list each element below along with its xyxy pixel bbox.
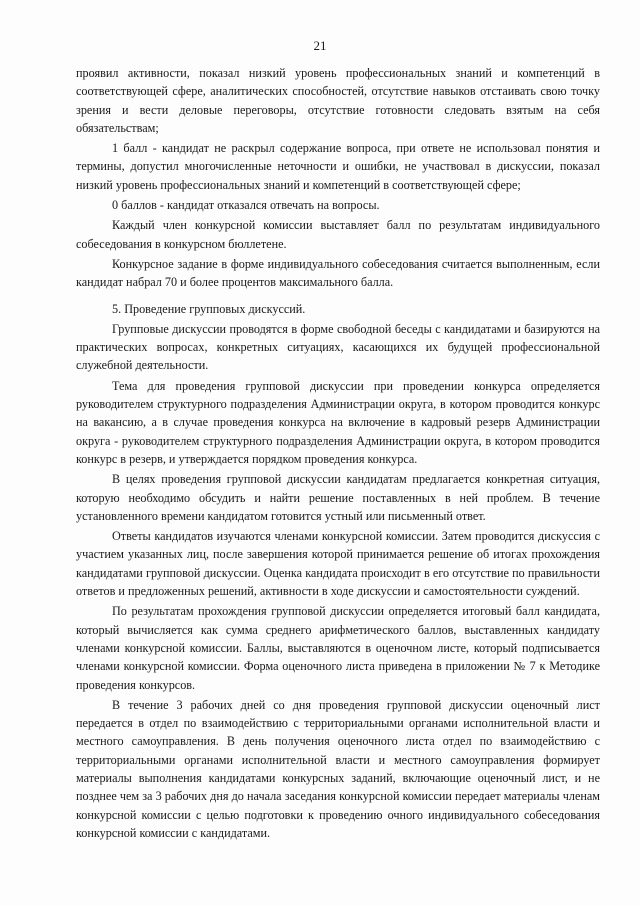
paragraph: проявил активности, показал низкий уровень профессиональных знаний и компетенций в соответствующей сфере, аналитических способностей, отсутствие навыков отстаивать свою точку зрения и вести деловые переговоры, отсутствие готовности следовать взятым на себя обязательствам; bbox=[76, 66, 600, 135]
paragraph: По результатам прохождения групповой дискуссии определяется итоговый балл кандидата, который вычисляется как сумма среднего арифметического баллов, выставленных кандидату членами конкурсной комиссии. Баллы, выставляются в оценочном листе, который подписывается членами конкурсной комиссии. Форма оценочного листа приведена в приложении № 7 к Методике проведения конкурсов. bbox=[76, 604, 600, 692]
paragraph: Групповые дискуссии проводятся в форме свободной беседы с кандидатами и базируются на практических вопросах, конкретных ситуациях, касающихся их будущей профессиональной служебной деятельности. bbox=[76, 321, 600, 373]
section-heading: 5. Проведение групповых дискуссий. bbox=[112, 301, 306, 316]
page-number: 21 bbox=[313, 38, 327, 53]
document-body bbox=[76, 64, 600, 844]
paragraph: В целях проведения групповой дискуссии кандидатам предлагается конкретная ситуация, которую необходимо обсудить и найти решение поставленных в ней проблем. В течение установленного времени кандидатом готовится устный или письменный ответ. bbox=[76, 472, 600, 523]
paragraph: Каждый член конкурсной комиссии выставляет балл по результатам индивидуального собеседования в конкурсном бюллетене. bbox=[76, 218, 600, 251]
paragraph: Ответы кандидатов изучаются членами конкурсной комиссии. Затем проводится дискуссия с участием указанных лиц, после завершения которой принимается решение об итогах прохождения кандидатами групповой дискуссии. Оценка кандидата происходит в его отсутствие по правильности ответов и предложенных решений, активности в ходе дискуссии и самостоятельности суждений. bbox=[76, 529, 600, 599]
paragraph: Конкурсное задание в форме индивидуального собеседования считается выполненным, если кандидат набрал 70 и более процентов максимального балла. bbox=[76, 256, 600, 290]
paragraph: В течение 3 рабочих дней со дня проведения групповой дискуссии оценочный лист передается в отдел по взаимодействию с территориальными органами исполнительной власти и местного самоуправления. В день получения оценочного листа отдел по взаимодействию с территориальными органами исполнительной власти и местного самоуправления формирует материалы выполнения кандидатами конкурсных заданий, включающие оценочный лист, и не позднее чем за 3 рабочих дня до начала заседания конкурсной комиссии передает материалы членам конкурсной комиссии с целью подготовки к проведению очного индивидуального собеседования конкурсной комиссии с кандидатами. bbox=[76, 697, 600, 840]
paragraph: Тема для проведения групповой дискуссии при проведении конкурса определяется руководителем структурного подразделения Администрации округа, в котором проводится конкурс на вакансию, а в случае проведения конкурса на включение в кадровый резерв Администрации округа - руководителем структурного подразделения Администрации округа, в котором проводится конкурс в резерв, и утверждается порядком проведения конкурса. bbox=[76, 378, 600, 466]
paragraph: 1 балл - кандидат не раскрыл содержание вопроса, при ответе не использовал понятия и термины, допустил многочисленные неточности и ошибки, не участвовал в дискуссии, показал низкий уровень профессиональных знаний и компетенций в соответствующей сфере; bbox=[76, 141, 600, 192]
paragraph: 0 баллов - кандидат отказался отвечать на вопросы. bbox=[112, 198, 380, 213]
